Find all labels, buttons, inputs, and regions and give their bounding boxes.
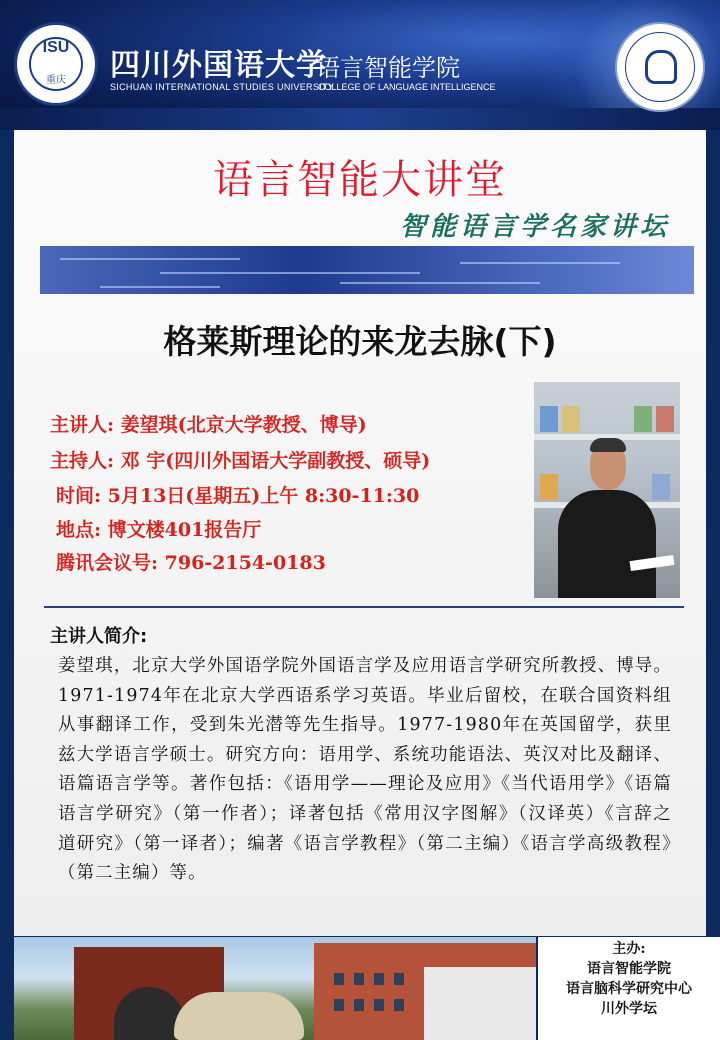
venue-line: 地点: 博文楼401报告厅 xyxy=(56,519,262,541)
window xyxy=(334,973,344,985)
window xyxy=(354,999,364,1011)
university-name-en: SICHUAN INTERNATIONAL STUDIES UNIVERSITY xyxy=(110,82,335,92)
university-logo xyxy=(14,22,98,106)
book xyxy=(540,406,558,432)
campus-building-white xyxy=(424,967,536,1040)
book xyxy=(656,406,674,432)
speaker-line: 主讲人: 姜望琪(北京大学教授、博导) xyxy=(50,414,367,436)
organizers-box xyxy=(538,937,720,1040)
brain-head-icon xyxy=(645,50,677,84)
campus-photo xyxy=(14,937,536,1040)
tech-banner xyxy=(40,246,694,294)
section-divider xyxy=(44,606,684,608)
inscribed-rock xyxy=(174,992,304,1040)
book xyxy=(540,474,558,500)
header-strip xyxy=(0,108,720,130)
college-name-en: COLLEGE OF LANGUAGE INTELLIGENCE xyxy=(318,82,496,92)
organizer-item: 川外学坛 xyxy=(601,1001,657,1017)
logo-isu-text: ISU xyxy=(42,39,70,56)
window xyxy=(374,973,384,985)
host-line: 主持人: 邓 宇(四川外国语大学副教授、硕导) xyxy=(50,450,431,472)
university-name-cn: 四川外国语大学 xyxy=(110,48,327,83)
window xyxy=(354,973,364,985)
logo-city-text: 重庆 xyxy=(46,75,66,86)
bio-text: 姜望琪，北京大学外国语学院外国语言学及应用语言学研究所教授、博导。1971-1974年在北京大学西语系学习英语。毕业后留校，在联合国资料组从事翻译工作，受到朱光潜等先生指导。1977-1980年在英国留学，获里兹大学语言学硕士。研究方向：语用学、系统功能语法、英汉对比及翻译、语篇语言学等。著作包括：《语用学——理论及应用》《当代语用学》《语篇语言学研究》（第一作者）；译著包括《常用汉字图解》（汉译英）《言辞之道研究》（第一译者）；编著《语言学教程》（第二主编）《语言学高级教程》（第二主编）等。 xyxy=(58,656,672,884)
time-line: 时间: 5月13日(星期五)上午 8:30-11:30 xyxy=(56,485,420,507)
bio-heading: 主讲人简介: xyxy=(50,626,148,647)
book xyxy=(652,474,670,500)
organizer-item: 语言脑科学研究中心 xyxy=(566,981,692,997)
speaker-hair xyxy=(590,438,626,452)
circuit-line xyxy=(460,262,620,264)
brain-science-logo xyxy=(615,22,705,112)
circuit-line xyxy=(160,272,420,274)
header-banner xyxy=(0,0,720,130)
circuit-line xyxy=(60,258,240,260)
window xyxy=(334,999,344,1011)
book xyxy=(562,406,580,432)
speaker-photo xyxy=(534,382,680,598)
organizers-label: 主办: xyxy=(612,941,646,957)
window xyxy=(394,999,404,1011)
lecture-series-title: 语言智能大讲堂 xyxy=(213,157,507,203)
window xyxy=(394,973,404,985)
meeting-id-line: 腾讯会议号: 796-2154-0183 xyxy=(56,552,326,574)
book xyxy=(634,406,652,432)
lecture-topic: 格莱斯理论的来龙去脉(下) xyxy=(163,322,557,361)
circuit-line xyxy=(100,286,220,288)
college-name-cn: 语言智能学院 xyxy=(316,54,460,82)
forum-subtitle: 智能语言学名家讲坛 xyxy=(400,212,671,242)
speaker-jacket xyxy=(558,490,656,598)
window xyxy=(374,999,384,1011)
organizer-item: 语言智能学院 xyxy=(587,961,671,977)
circuit-line xyxy=(340,282,540,284)
